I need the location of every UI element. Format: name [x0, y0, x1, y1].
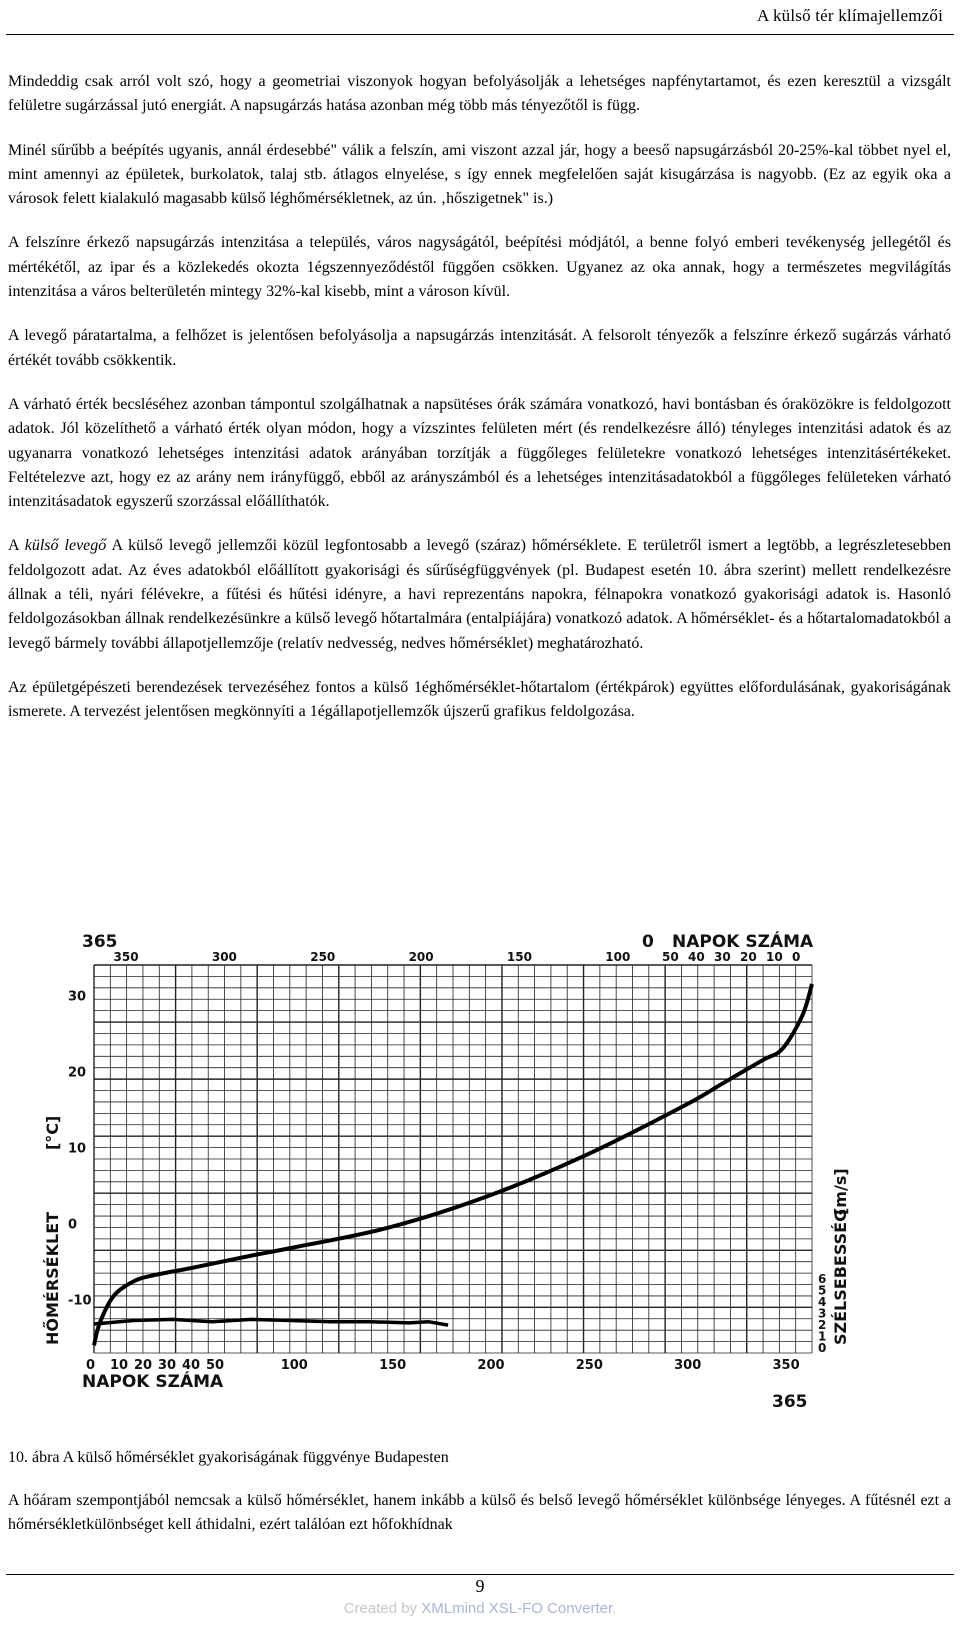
paragraph-2: Minél sűrűbb a beépítés ugyanis, annál érdesebbé" válik a felszín, ami viszont azzal jár, hogy a beeső napsugárzásból 20-25%-kal többet nyel el, mint amennyi az épületek, burkolatok, talaj stb. átlagos elnyelése, s így ennek megfelelően saját kisugárzása is nagyobb. (Ez az egyik oka a városok felett kialakuló magasabb külső léghőmérsékletnek, az ún. ‚hőszigetnek" is.) — [8, 141, 951, 208]
page-header-title: A külső tér klímajellemzői — [756, 6, 943, 25]
paragraph-3: A felszínre érkező napsugárzás intenzitása a település, város nagyságától, beépítési módjától, a benne folyó emberi tevékenység jellegétől és mértékétől, az ipar és a közlekedés okozta 1égszennyeződéstől függően csökken. Ugyanez az oka annak, hogy a természetes megvilágítás intenzitása a város belterületén mintegy 32%-kal kisebb, mint a városon kívül. — [8, 234, 951, 301]
paragraph-4: A levegő páratartalma, a felhőzet is jelentősen befolyásolja a napsugárzás intenzitását. A felsorolt tényezők a felszínre érkező sugárzás várható értékét tovább csökkentik. — [8, 327, 951, 369]
left-tick-label: 0 — [68, 1217, 78, 1233]
bottom-tick-label: 200 — [477, 1358, 505, 1373]
left-tick-label: 30 — [68, 989, 87, 1005]
right-tick-label: 1 — [818, 1329, 827, 1344]
kulso-levego-term: külső levegő — [24, 537, 107, 555]
temperature-frequency-chart — [6, 925, 909, 1423]
bottom-tick-label: 0 — [86, 1358, 96, 1373]
bottom-end-365: 365 — [772, 1392, 808, 1412]
top-tick-label: 300 — [211, 950, 237, 964]
right-tick-label: 4 — [818, 1295, 827, 1309]
top-tick-label: 100 — [605, 950, 631, 964]
credit-prefix: Created by — [343, 1600, 422, 1617]
top-tick-label: 350 — [113, 950, 139, 964]
right-tick-label: 2 — [818, 1318, 827, 1332]
footer-rule — [6, 1574, 954, 1575]
page-number: 9 — [475, 1576, 485, 1596]
bottom-tick-label: 350 — [772, 1358, 800, 1373]
bottom-tick-label: 100 — [280, 1358, 308, 1373]
figure-10 — [6, 925, 909, 1423]
top-tick-label: 20 — [740, 950, 757, 964]
left-tick-label: -10 — [68, 1293, 92, 1309]
figure-caption: 10. ábra A külső hőmérséklet gyakoriságának függvénye Budapesten — [8, 1449, 449, 1466]
top-tick-label: 30 — [714, 950, 731, 964]
top-tick-label: 50 — [662, 950, 679, 964]
bottom-axis-label: NAPOK SZÁMA — [82, 1372, 224, 1392]
bottom-tick-label: 10 — [110, 1358, 129, 1373]
kulso-rest: A külső levegő jellemzői közül legfontosabb a levegő (száraz) hőmérséklete. E területről ismert a legtöbb, a legrészletesebben feldolgozott adat. Az éves adatokból előállított gyakorisági és sűrűségfüggvények (pl. Budapest esetén 10. ábra szerint) mellett rendelkezésre állnak a téli, nyári félévekre, a fűtési és hűtési idényre, a havi reprezentáns napokra, félnapokra vonatkozó gyakorisági adatok is. Hasonló feldolgozásokban állnak rendelkezésünkre a külső levegő hőtartalmára (entalpiájára) vonatkozó adatok. A hőmérséklet- és a hőtartalomadatokból a levegő bármely további állapotjellemzője (relatív nedvesség, nedves hőmérséklet) meghatározható. — [8, 537, 951, 652]
paragraph-1: Mindeddig csak arról volt szó, hogy a geometriai viszonyok hogyan befolyásolják a lehetséges napfénytartamot, és ezen keresztül a vizsgált felületre sugárzással jutó energiát. A napsugárzás hatása azonban még több más tényezőtől is függ. — [8, 73, 951, 115]
xmlmind-link[interactable]: XMLmind XSL-FO Converter — [421, 1600, 613, 1617]
right-tick-label: 6 — [818, 1272, 827, 1286]
left-tick-label: 20 — [68, 1065, 87, 1081]
chart-background — [6, 925, 909, 1423]
left-axis-unit: [°C] — [43, 1115, 62, 1150]
top-left-365: 365 — [82, 932, 118, 952]
right-axis-label: SZÉLSEBESSÉG — [831, 1208, 850, 1345]
right-axis-unit: [m/s] — [831, 1168, 850, 1215]
top-tick-label: 150 — [506, 950, 532, 964]
kulso-prefix: A — [8, 537, 25, 555]
bottom-tick-label: 50 — [206, 1358, 225, 1373]
right-tick-label: 0 — [818, 1341, 827, 1355]
top-tick-label: 200 — [408, 950, 434, 964]
right-tick-label: 3 — [818, 1306, 827, 1321]
credit-suffix: . — [612, 1600, 617, 1617]
bottom-tick-label: 30 — [158, 1358, 177, 1373]
bottom-tick-label: 40 — [182, 1358, 201, 1373]
bottom-tick-label: 250 — [575, 1358, 603, 1373]
right-tick-label: 5 — [818, 1283, 827, 1298]
left-axis-label: HŐMÉRSÉKLET — [43, 1211, 62, 1345]
bottom-tick-label: 150 — [379, 1358, 407, 1373]
top-tick-label: 250 — [310, 950, 336, 964]
top-tick-label: 10 — [766, 950, 783, 964]
bottom-tick-label: 20 — [134, 1358, 153, 1373]
paragraph-hofokhid: A hőáram szempontjából nemcsak a külső hőmérséklet, hanem inkább a külső és belső levegő hőmérséklet különbsége lényeges. A fűtésnél ezt a hőmérsékletkülönbséget kell áthidalni, ezért találóan ezt hőfokhídnak — [8, 1492, 951, 1534]
top-tick-label: 40 — [688, 950, 705, 964]
left-tick-label: 10 — [68, 1141, 87, 1157]
header-rule — [6, 34, 954, 35]
top-zero: 0 — [642, 932, 654, 952]
paragraph-5: A várható érték becsléséhez azonban támpontul szolgálhatnak a napsütéses órák számára vonatkozó, havi bontásban és óraközökre is feldolgozott adatok. Jól közelíthető a várható érték olyan módon, hogy a vízszintes felületen mért (és rendelkezésre álló) tényleges intenzitási adatok és az ugyanarra vonatkozó lehetséges intenzitási adatok arányában torzítják a függőleges felületekre vonatkozó lehetséges intenzitásértékeket. Feltételezve azt, hogy ez az arány nem irányfüggő, ebből az arányszámból és a lehetséges intenzitásadatokból a függőleges felületeken várható intenzitásadatok egyszerű szorzással előállíthatók. — [8, 395, 951, 511]
paragraph-kulso-levego — [8, 534, 951, 655]
top-axis-label: NAPOK SZÁMA — [672, 932, 814, 952]
bottom-tick-label: 300 — [674, 1358, 702, 1373]
body-text — [8, 70, 951, 745]
top-tick-label: 0 — [792, 950, 801, 964]
footer-credit — [0, 1600, 960, 1617]
paragraph-epuletgepeszet: Az épületgépészeti berendezések tervezéséhez fontos a külső 1éghőmérséklet-hőtartalom (értékpárok) együttes előfordulásának, gyakoriságának ismerete. A tervezést jelentősen megkönnyíti a 1égállapotjellemzők újszerű grafikus feldolgozása. — [8, 678, 951, 721]
